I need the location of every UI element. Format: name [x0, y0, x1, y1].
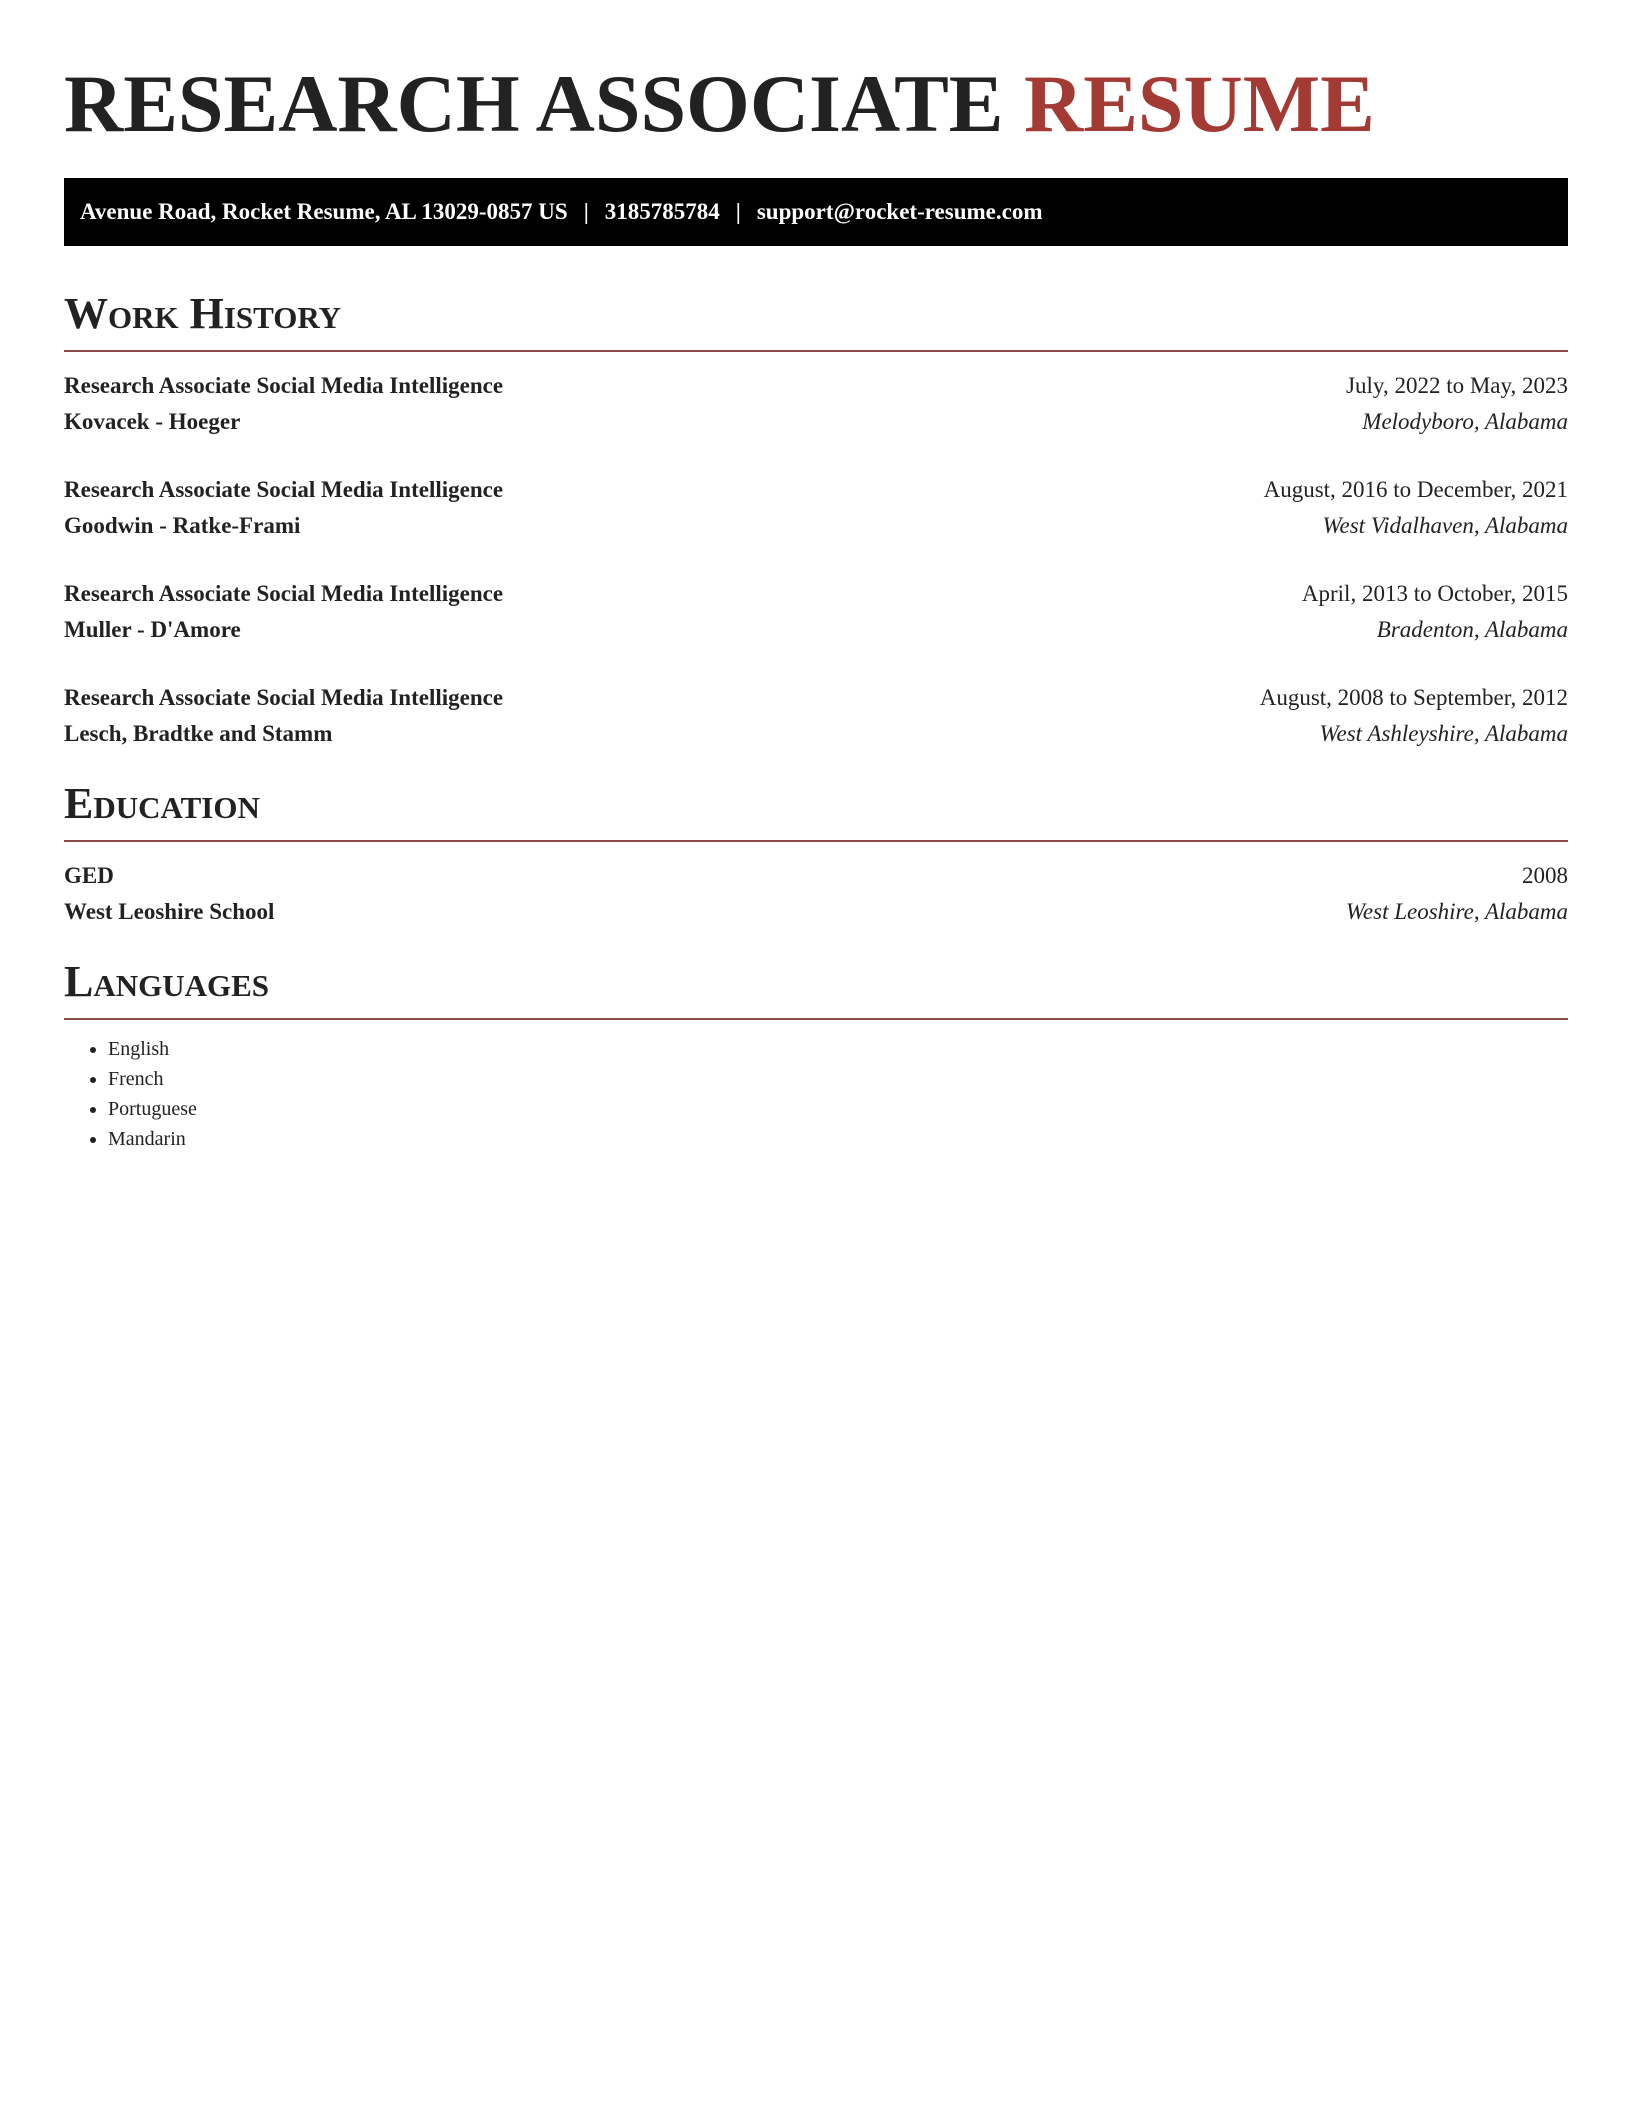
contact-phone[interactable]: 3185785784 — [604, 199, 720, 224]
resume-title — [64, 0, 1568, 152]
degree-name: GED — [64, 863, 114, 888]
work-entry-top-row — [64, 472, 1568, 508]
education-entry-top-row — [64, 858, 1568, 894]
contact-bar — [64, 178, 1568, 246]
work-entry — [64, 680, 1568, 752]
job-title: Research Associate Social Media Intelligence — [64, 685, 504, 710]
company-name: Muller - D'Amore — [64, 617, 241, 642]
job-location: West Vidalhaven, Alabama — [1322, 513, 1568, 538]
job-location: Bradenton, Alabama — [1376, 617, 1568, 642]
job-dates: August, 2008 to September, 2012 — [1259, 685, 1568, 710]
language-item: • French — [108, 1064, 1568, 1094]
work-entry-top-row — [64, 576, 1568, 612]
education-list — [64, 858, 1568, 930]
job-dates: July, 2022 to May, 2023 — [1346, 373, 1568, 398]
education-heading: Education — [64, 778, 1568, 842]
contact-separator: | — [735, 199, 741, 224]
work-entry-top-row — [64, 680, 1568, 716]
job-title: Research Associate Social Media Intelligence — [64, 581, 504, 606]
language-item: • Mandarin — [108, 1124, 1568, 1154]
work-history-heading: Work History — [64, 288, 1568, 352]
school-location: West Leoshire, Alabama — [1345, 899, 1568, 924]
contact-address: Avenue Road, Rocket Resume, AL 13029-0857 US — [80, 199, 568, 224]
education-entry-bottom-row — [64, 894, 1568, 930]
job-title: Research Associate Social Media Intelligence — [64, 477, 504, 502]
language-item: • Portuguese — [108, 1094, 1568, 1124]
school-name: West Leoshire School — [64, 899, 275, 924]
job-location: West Ashleyshire, Alabama — [1319, 721, 1568, 746]
work-entry — [64, 368, 1568, 440]
work-entry — [64, 472, 1568, 544]
company-name: Goodwin - Ratke-Frami — [64, 513, 301, 538]
education-entry — [64, 858, 1568, 930]
company-name: Kovacek - Hoeger — [64, 409, 241, 434]
graduation-year: 2008 — [1522, 863, 1568, 888]
work-history-list — [64, 368, 1568, 752]
work-entry-bottom-row — [64, 716, 1568, 752]
job-title: Research Associate Social Media Intelligence — [64, 373, 504, 398]
title-accent: RESUME — [1023, 58, 1375, 149]
job-dates: April, 2013 to October, 2015 — [1301, 581, 1568, 606]
job-location: Melodyboro, Alabama — [1362, 409, 1568, 434]
work-entry-top-row — [64, 368, 1568, 404]
languages-heading: Languages — [64, 956, 1568, 1020]
language-item: • English — [108, 1034, 1568, 1064]
contact-separator: | — [583, 199, 589, 224]
job-dates: August, 2016 to December, 2021 — [1263, 477, 1568, 502]
contact-email[interactable]: support@rocket-resume.com — [756, 199, 1043, 224]
languages-list — [64, 1034, 1568, 1154]
title-main: RESEARCH ASSOCIATE — [64, 58, 1004, 149]
work-entry — [64, 576, 1568, 648]
work-entry-bottom-row — [64, 508, 1568, 544]
resume-page — [64, 0, 1568, 1154]
company-name: Lesch, Bradtke and Stamm — [64, 721, 333, 746]
work-entry-bottom-row — [64, 404, 1568, 440]
work-entry-bottom-row — [64, 612, 1568, 648]
